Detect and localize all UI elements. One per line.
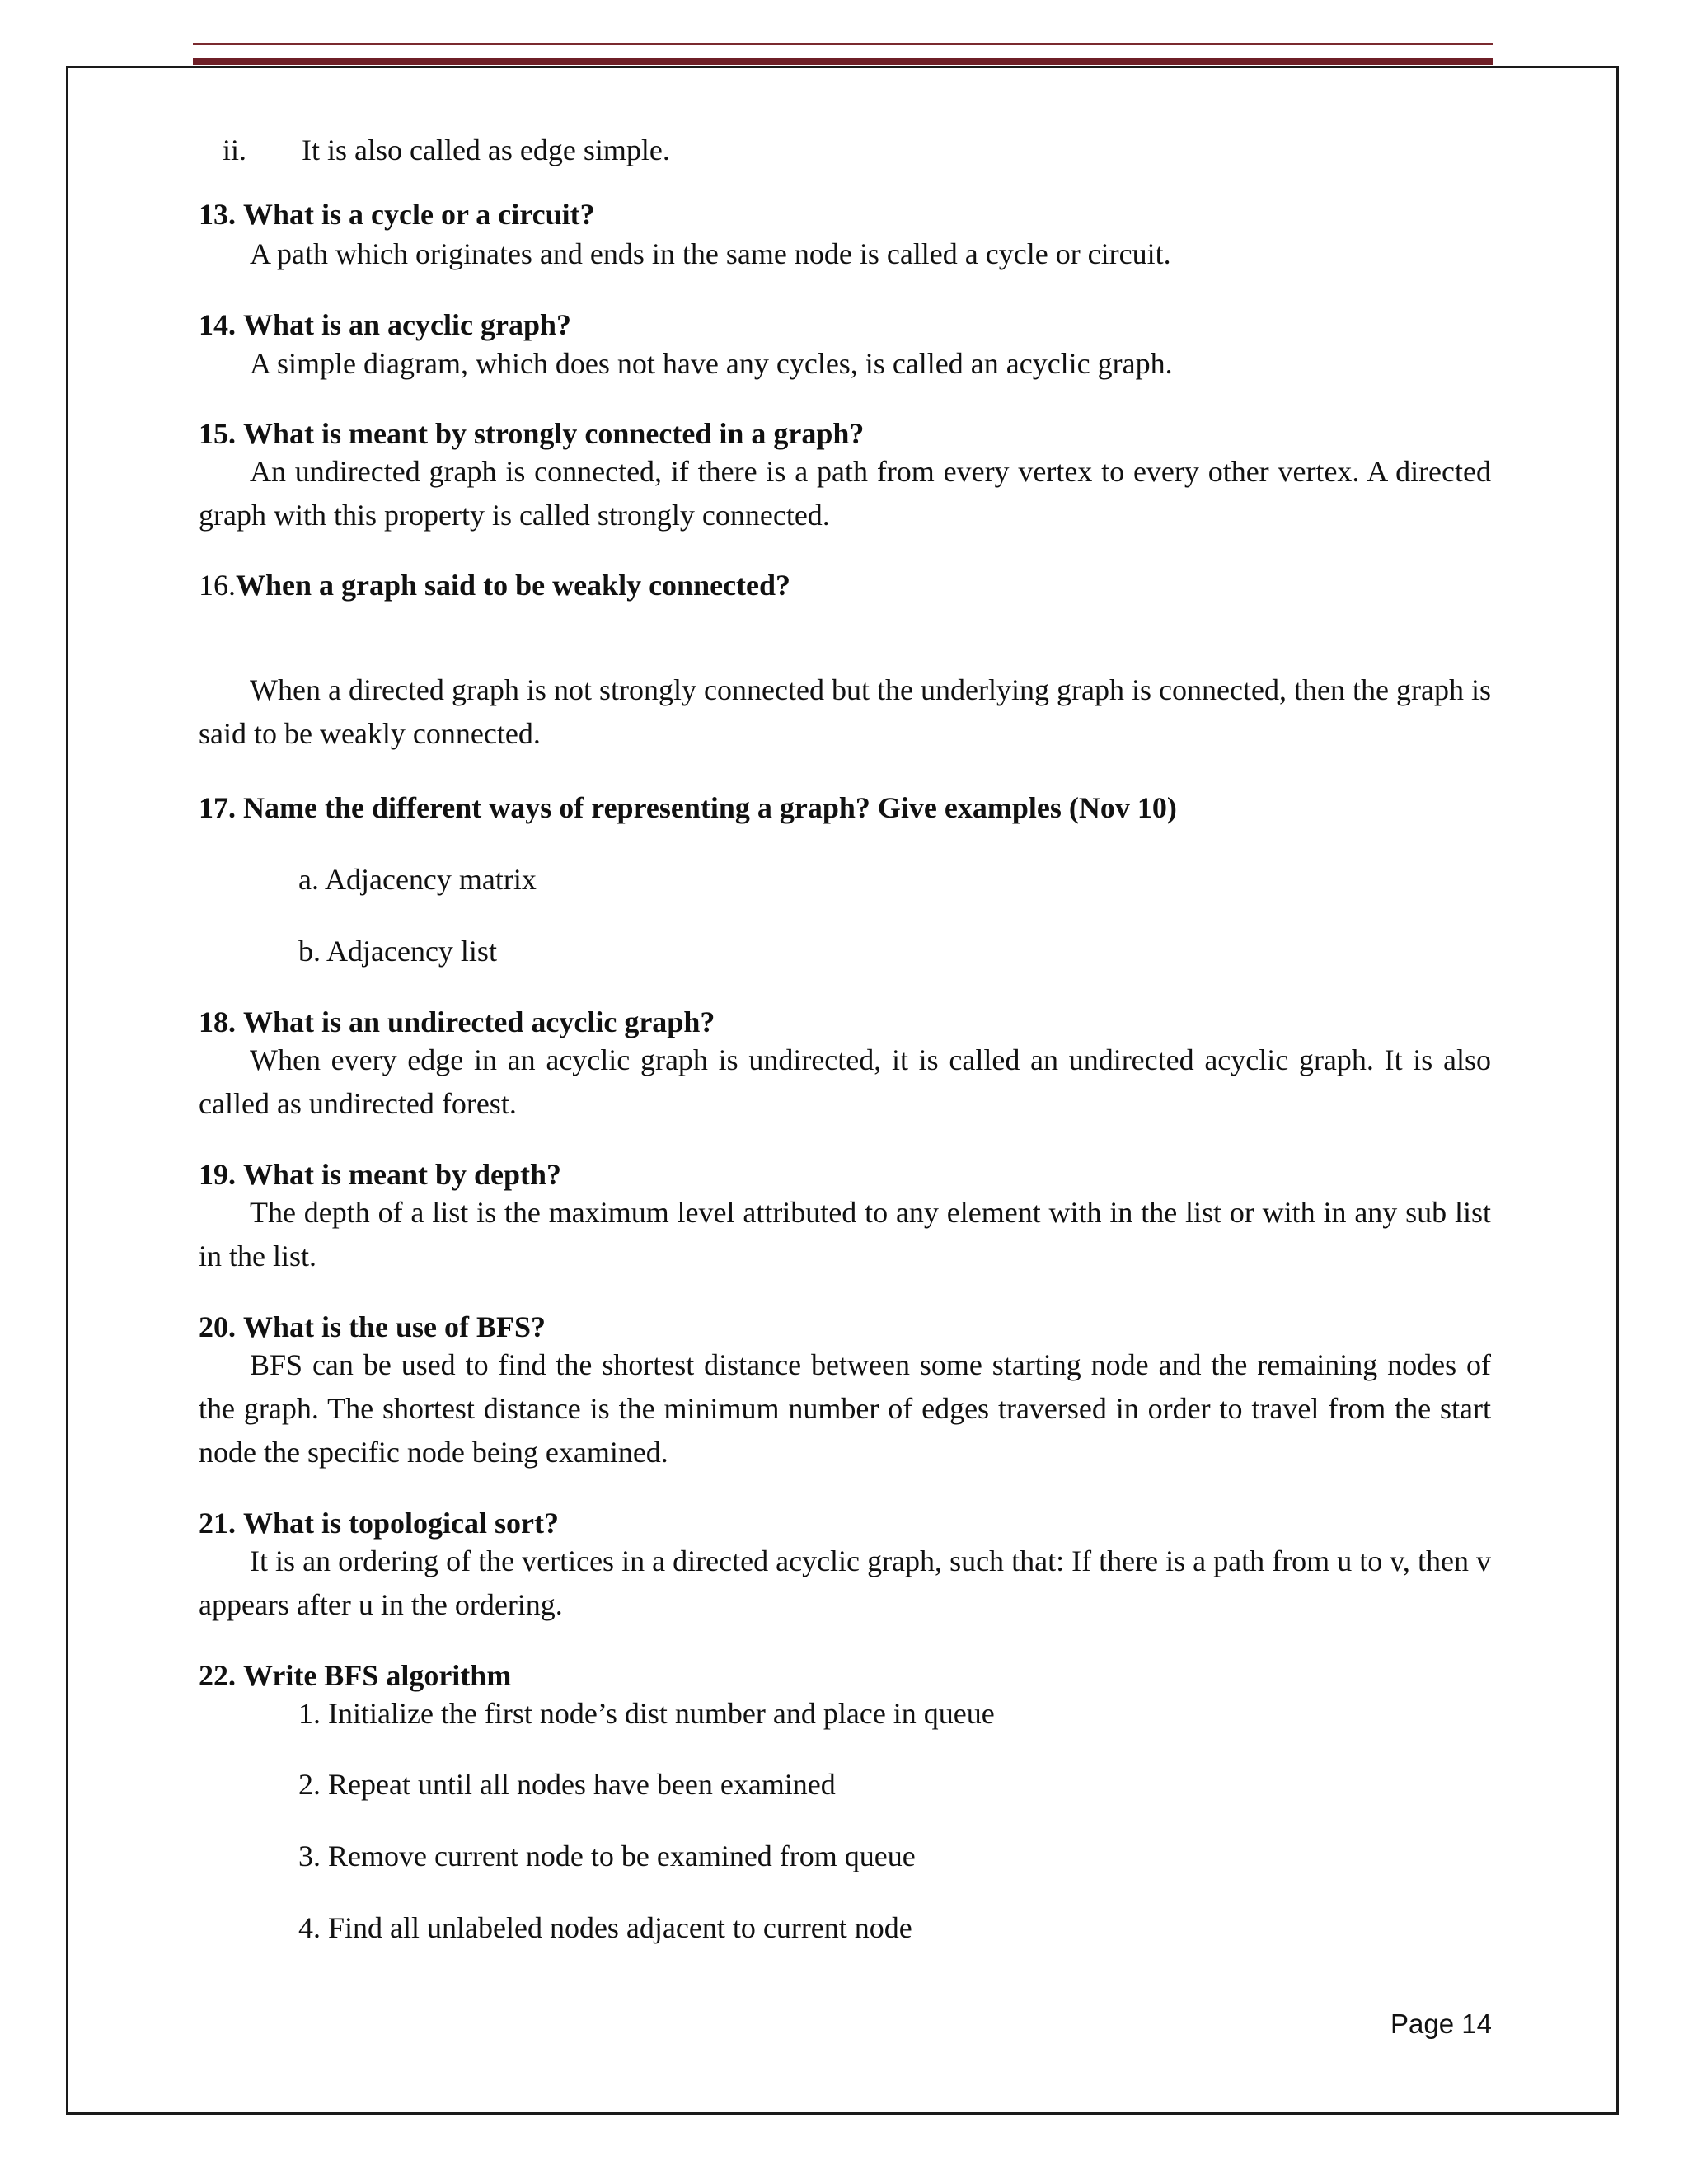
algorithm-step: 1. Initialize the first node’s dist number and place in queue [298, 1697, 995, 1730]
question-15-number: 15. [199, 417, 236, 450]
question-18-number: 18. [199, 1005, 236, 1038]
question-16-text: When a graph said to be weakly connected? [236, 569, 791, 602]
algorithm-step: 3. Remove current node to be examined from queue [298, 1840, 916, 1872]
answer-18: When every edge in an acyclic graph is undirected, it is called an undirected acyclic graph. It is also called as undirected forest. [199, 1043, 1491, 1120]
page-number: Page 14 [1390, 2008, 1492, 2039]
question-17-text: Name the different ways of representing a graph? Give examples (Nov 10) [243, 791, 1177, 824]
question-13 [199, 196, 595, 232]
header-rule-thick [193, 58, 1493, 65]
question-20 [199, 1309, 546, 1345]
question-22-number: 22. [199, 1659, 236, 1692]
answer-15: An undirected graph is connected, if there is a path from every vertex to every other vertex. A directed graph with this property is called strongly connected. [199, 455, 1491, 532]
answer-21: It is an ordering of the vertices in a directed acyclic graph, such that: If there is a path from u to v, then v appears after u in the ordering. [199, 1544, 1491, 1621]
list-item: a. Adjacency matrix [298, 863, 537, 896]
answer-20: BFS can be used to find the shortest distance between some starting node and the remaining nodes of the graph. The shortest distance is the minimum number of edges traversed in order to travel from the start node the specific node being examined. [199, 1348, 1491, 1469]
question-21 [199, 1505, 559, 1541]
question-22 [199, 1657, 511, 1694]
question-16 [199, 567, 790, 603]
question-19 [199, 1156, 561, 1193]
question-14 [199, 307, 571, 343]
question-22-text: Write BFS algorithm [243, 1659, 512, 1692]
question-21-number: 21. [199, 1507, 236, 1540]
question-17-number: 17. [199, 791, 236, 824]
intro-text: It is also called as edge simple. [302, 134, 670, 166]
question-17 [199, 790, 1177, 826]
answer-14: A simple diagram, which does not have any cycles, is called an acyclic graph. [250, 347, 1173, 380]
question-13-text: What is a cycle or a circuit? [243, 198, 595, 231]
algorithm-step: 2. Repeat until all nodes have been examined [298, 1768, 836, 1801]
question-14-text: What is an acyclic graph? [243, 308, 572, 341]
question-15-text: What is meant by strongly connected in a graph? [243, 417, 865, 450]
question-16-number: 16. [199, 569, 236, 602]
question-20-text: What is the use of BFS? [243, 1310, 546, 1343]
answer-16: When a directed graph is not strongly connected but the underlying graph is connected, then the graph is said to be weakly connected. [199, 673, 1491, 750]
answer-19: The depth of a list is the maximum level attributed to any element with in the list or with in any sub list in the list. [199, 1196, 1491, 1272]
question-18 [199, 1004, 715, 1040]
question-19-text: What is meant by depth? [243, 1158, 562, 1191]
question-13-number: 13. [199, 198, 236, 231]
question-19-number: 19. [199, 1158, 236, 1191]
intro-item [223, 132, 670, 168]
answer-13: A path which originates and ends in the same node is called a cycle or circuit. [250, 237, 1171, 270]
question-14-number: 14. [199, 308, 236, 341]
intro-roman-numeral: ii. [223, 134, 247, 166]
question-21-text: What is topological sort? [243, 1507, 559, 1540]
question-20-number: 20. [199, 1310, 236, 1343]
algorithm-step: 4. Find all unlabeled nodes adjacent to current node [298, 1911, 912, 1944]
header-rule-thin [193, 43, 1493, 45]
question-18-text: What is an undirected acyclic graph? [243, 1005, 715, 1038]
question-15 [199, 415, 864, 452]
list-item: b. Adjacency list [298, 935, 497, 968]
